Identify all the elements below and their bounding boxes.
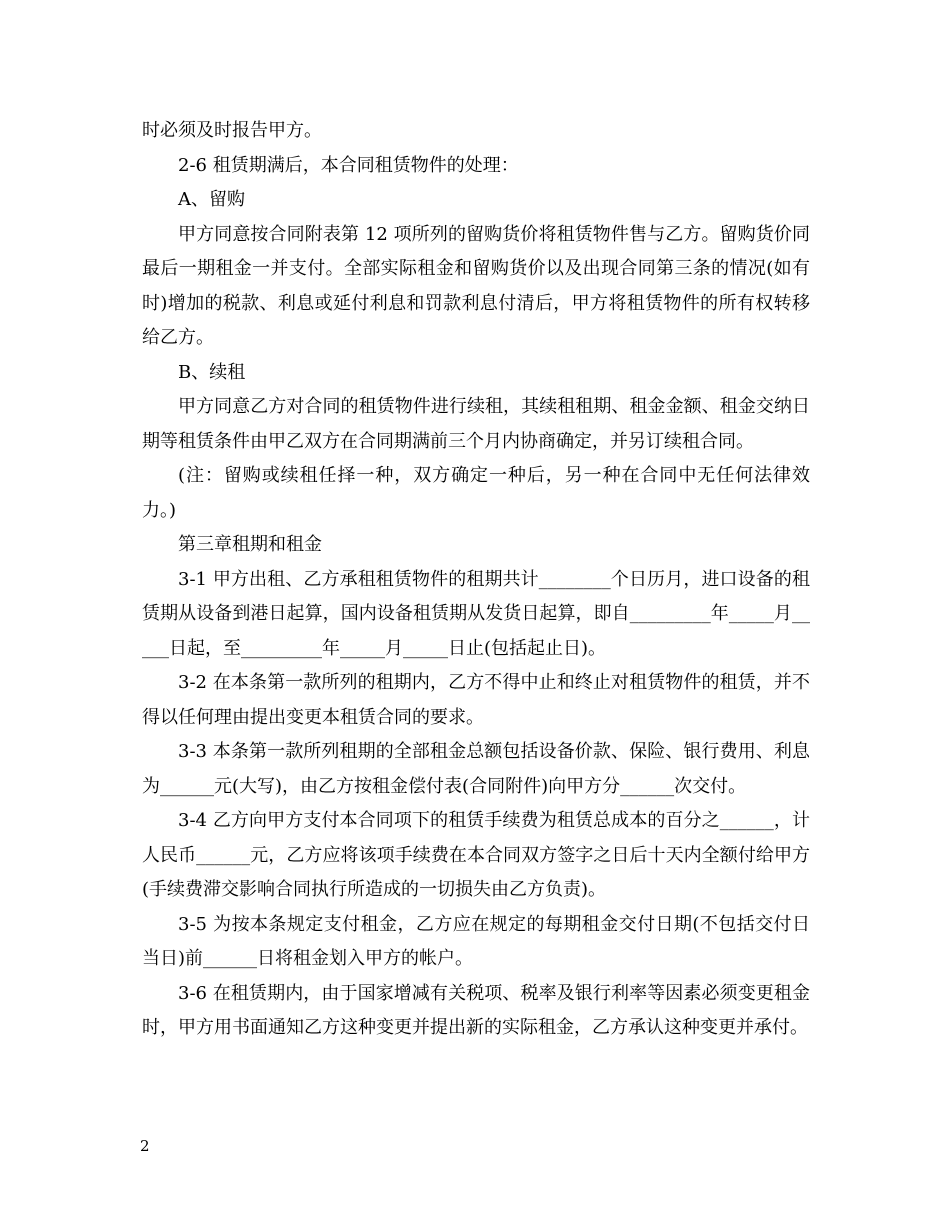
paragraph-clause-3-2: 3-2 在本条第一款所列的租期内，乙方不得中止和终止对租赁物件的租赁，并不得以任何理由提出变更本租赁合同的要求。 xyxy=(142,672,810,728)
document-body xyxy=(142,114,810,1046)
chapter-heading: 第三章租期和租金 xyxy=(178,534,322,555)
paragraph-clause-3-1: 3-1 甲方出租、乙方承租租赁物件的租期共计________个日历月，进口设备的租赁期从设备到港日起算，国内设备租赁期从发货日起算，即自_________年_____月_____日起，至_________年_____月_____日止(包括起止日)。 xyxy=(142,568,810,659)
paragraph-clause-3-4: 3-4 乙方向甲方支付本合同项下的租赁手续费为租赁总成本的百分之______，计人民币______元，乙方应将该项手续费在本合同双方签字之日后十天内全额付给甲方(手续费滞交影响合同执行所造成的一切损失由乙方负责)。 xyxy=(142,810,810,900)
paragraph-option-b-heading: B、续租 xyxy=(178,361,246,383)
paragraph-clause-3-3: 3-3 本条第一款所列租期的全部租金总额包括设备价款、保险、银行费用、利息为______元(大写)，由乙方按租金偿付表(合同附件)向甲方分______次交付。 xyxy=(142,741,810,797)
paragraph-note: (注：留购或续租任择一种，双方确定一种后，另一种在合同中无任何法律效力。) xyxy=(142,465,810,521)
paragraph-clause-2-6: 2-6 租赁期满后，本合同租赁物件的处理： xyxy=(178,154,519,176)
paragraph-clause-3-6: 3-6 在租赁期内，由于国家增减有关税项、税率及银行利率等因素必须变更租金时，甲方用书面通知乙方这种变更并提出新的实际租金，乙方承认这种变更并承付。 xyxy=(142,982,810,1038)
paragraph-option-a-body: 甲方同意按合同附表第 12 项所列的留购货价将租赁物件售与乙方。留购货价同最后一期租金一并支付。全部实际租金和留购货价以及出现合同第三条的情况(如有时)增加的税款、利息或延付利息和罚款利息付清后，甲方将租赁物件的所有权转移给乙方。 xyxy=(142,223,810,348)
paragraph-option-a-heading: A、留购 xyxy=(178,189,245,210)
page-number: 2 xyxy=(140,1137,150,1155)
paragraph-clause-3-5: 3-5 为按本条规定支付租金，乙方应在规定的每期租金交付日期(不包括交付日当日)前______日将租金划入甲方的帐户。 xyxy=(142,913,810,969)
paragraph-continuation: 时必须及时报告甲方。 xyxy=(142,120,322,141)
paragraph-option-b-body: 甲方同意乙方对合同的租赁物件进行续租，其续租租期、租金金额、租金交纳日期等租赁条件由甲乙双方在合同期满前三个月内协商确定，并另订续租合同。 xyxy=(142,396,810,452)
